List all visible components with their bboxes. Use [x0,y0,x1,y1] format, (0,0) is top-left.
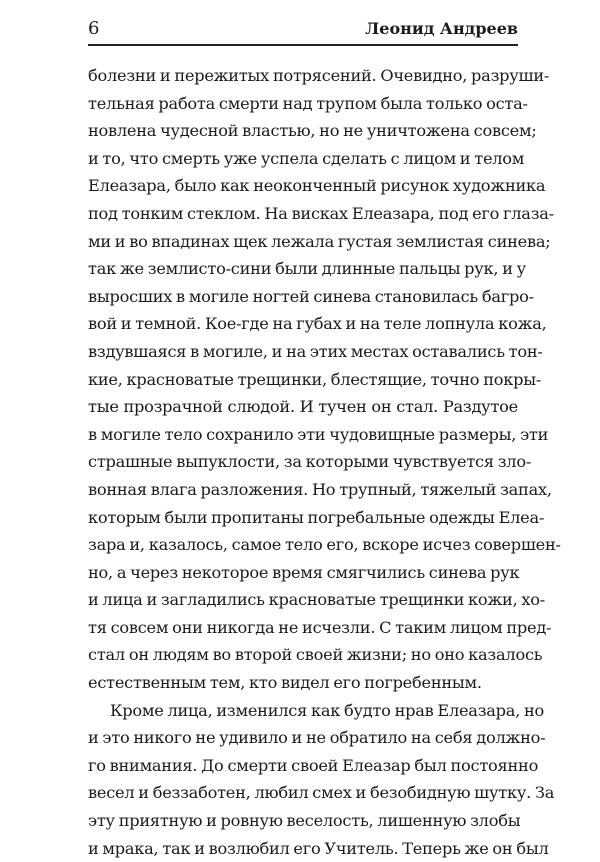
text-line: так же землисто-сини были длинные пальцы рук, и у [88,259,526,279]
paragraph-last-line: естественным тем, кто видел его погребенным. [88,673,482,693]
text-line: и лица и загладились красноватые трещинки кожи, хо- [88,590,545,610]
text-line: но, а через некоторое время смягчились синева рук [88,562,520,582]
header-rule [88,44,518,46]
text-line: кие, красноватые трещинки, блестящие, точно покры- [88,369,542,389]
text-line: ми и во впадинах щек лежала густая землистая синева; [88,231,551,251]
text-line: тя совсем они никогда не исчезли. С таким лицом пред- [88,617,552,637]
text-line: страшные выпуклости, за которыми чувствуется зло- [88,452,532,472]
text-line: тельная работа смерти над трупом была только оста- [88,93,528,113]
text-line: под тонким стеклом. На висках Елеазара, под его глаза- [88,203,554,223]
running-head-author: Леонид Андреев [365,19,518,38]
text-line: и мрака, так и возлюбил его Учитель. Теперь же он был [88,838,549,858]
text-line: вздувшаяся в могиле, и на этих местах оставались тон- [88,341,543,361]
body-text [88,62,561,862]
page-number: 6 [88,18,100,39]
text-line: Елеазара, было как неоконченный рисунок художника [88,176,546,196]
text-line: зара и, казалось, самое тело его, вскоре исчез совершен- [88,535,561,555]
page-header [88,18,518,44]
text-line: болезни и пережитых потрясений. Очевидно, разруши- [88,66,550,85]
text-line: новлена чудесной властью, но не уничтожена совсем; [88,121,537,141]
text-line: вонная влага разложения. Но трупный, тяжелый запах, [88,479,552,499]
text-line: го внимания. До смерти своей Елеазар был постоянно [88,755,539,775]
paragraph-first-line: Кроме лица, изменился как будто нрав Елеазара, но [110,700,545,720]
text-line: вой и темной. Кое-где на губах и на теле лопнула кожа, [88,314,547,334]
text-line: эту приятную и ровную веселость, лишенную злобы [88,811,521,831]
text-line: которым были пропитаны погребальные одежды Елеа- [88,507,545,527]
text-line: в могиле тело сохранило эти чудовищные размеры, эти [88,424,549,444]
text-line: тые прозрачной слюдой. И тучен он стал. Раздутое [88,397,518,417]
text-line: и это никого не удивило и не обратило на себя должно- [88,728,546,748]
text-line: выросших в могиле ногтей синева становилась багро- [88,286,534,306]
text-line: и то, что смерть уже успела сделать с лицом и телом [88,148,525,168]
text-line: стал он людям во второй своей жизни; но оно казалось [88,645,543,665]
text-line: весел и беззаботен, любил смех и безобидную шутку. За [88,783,555,803]
